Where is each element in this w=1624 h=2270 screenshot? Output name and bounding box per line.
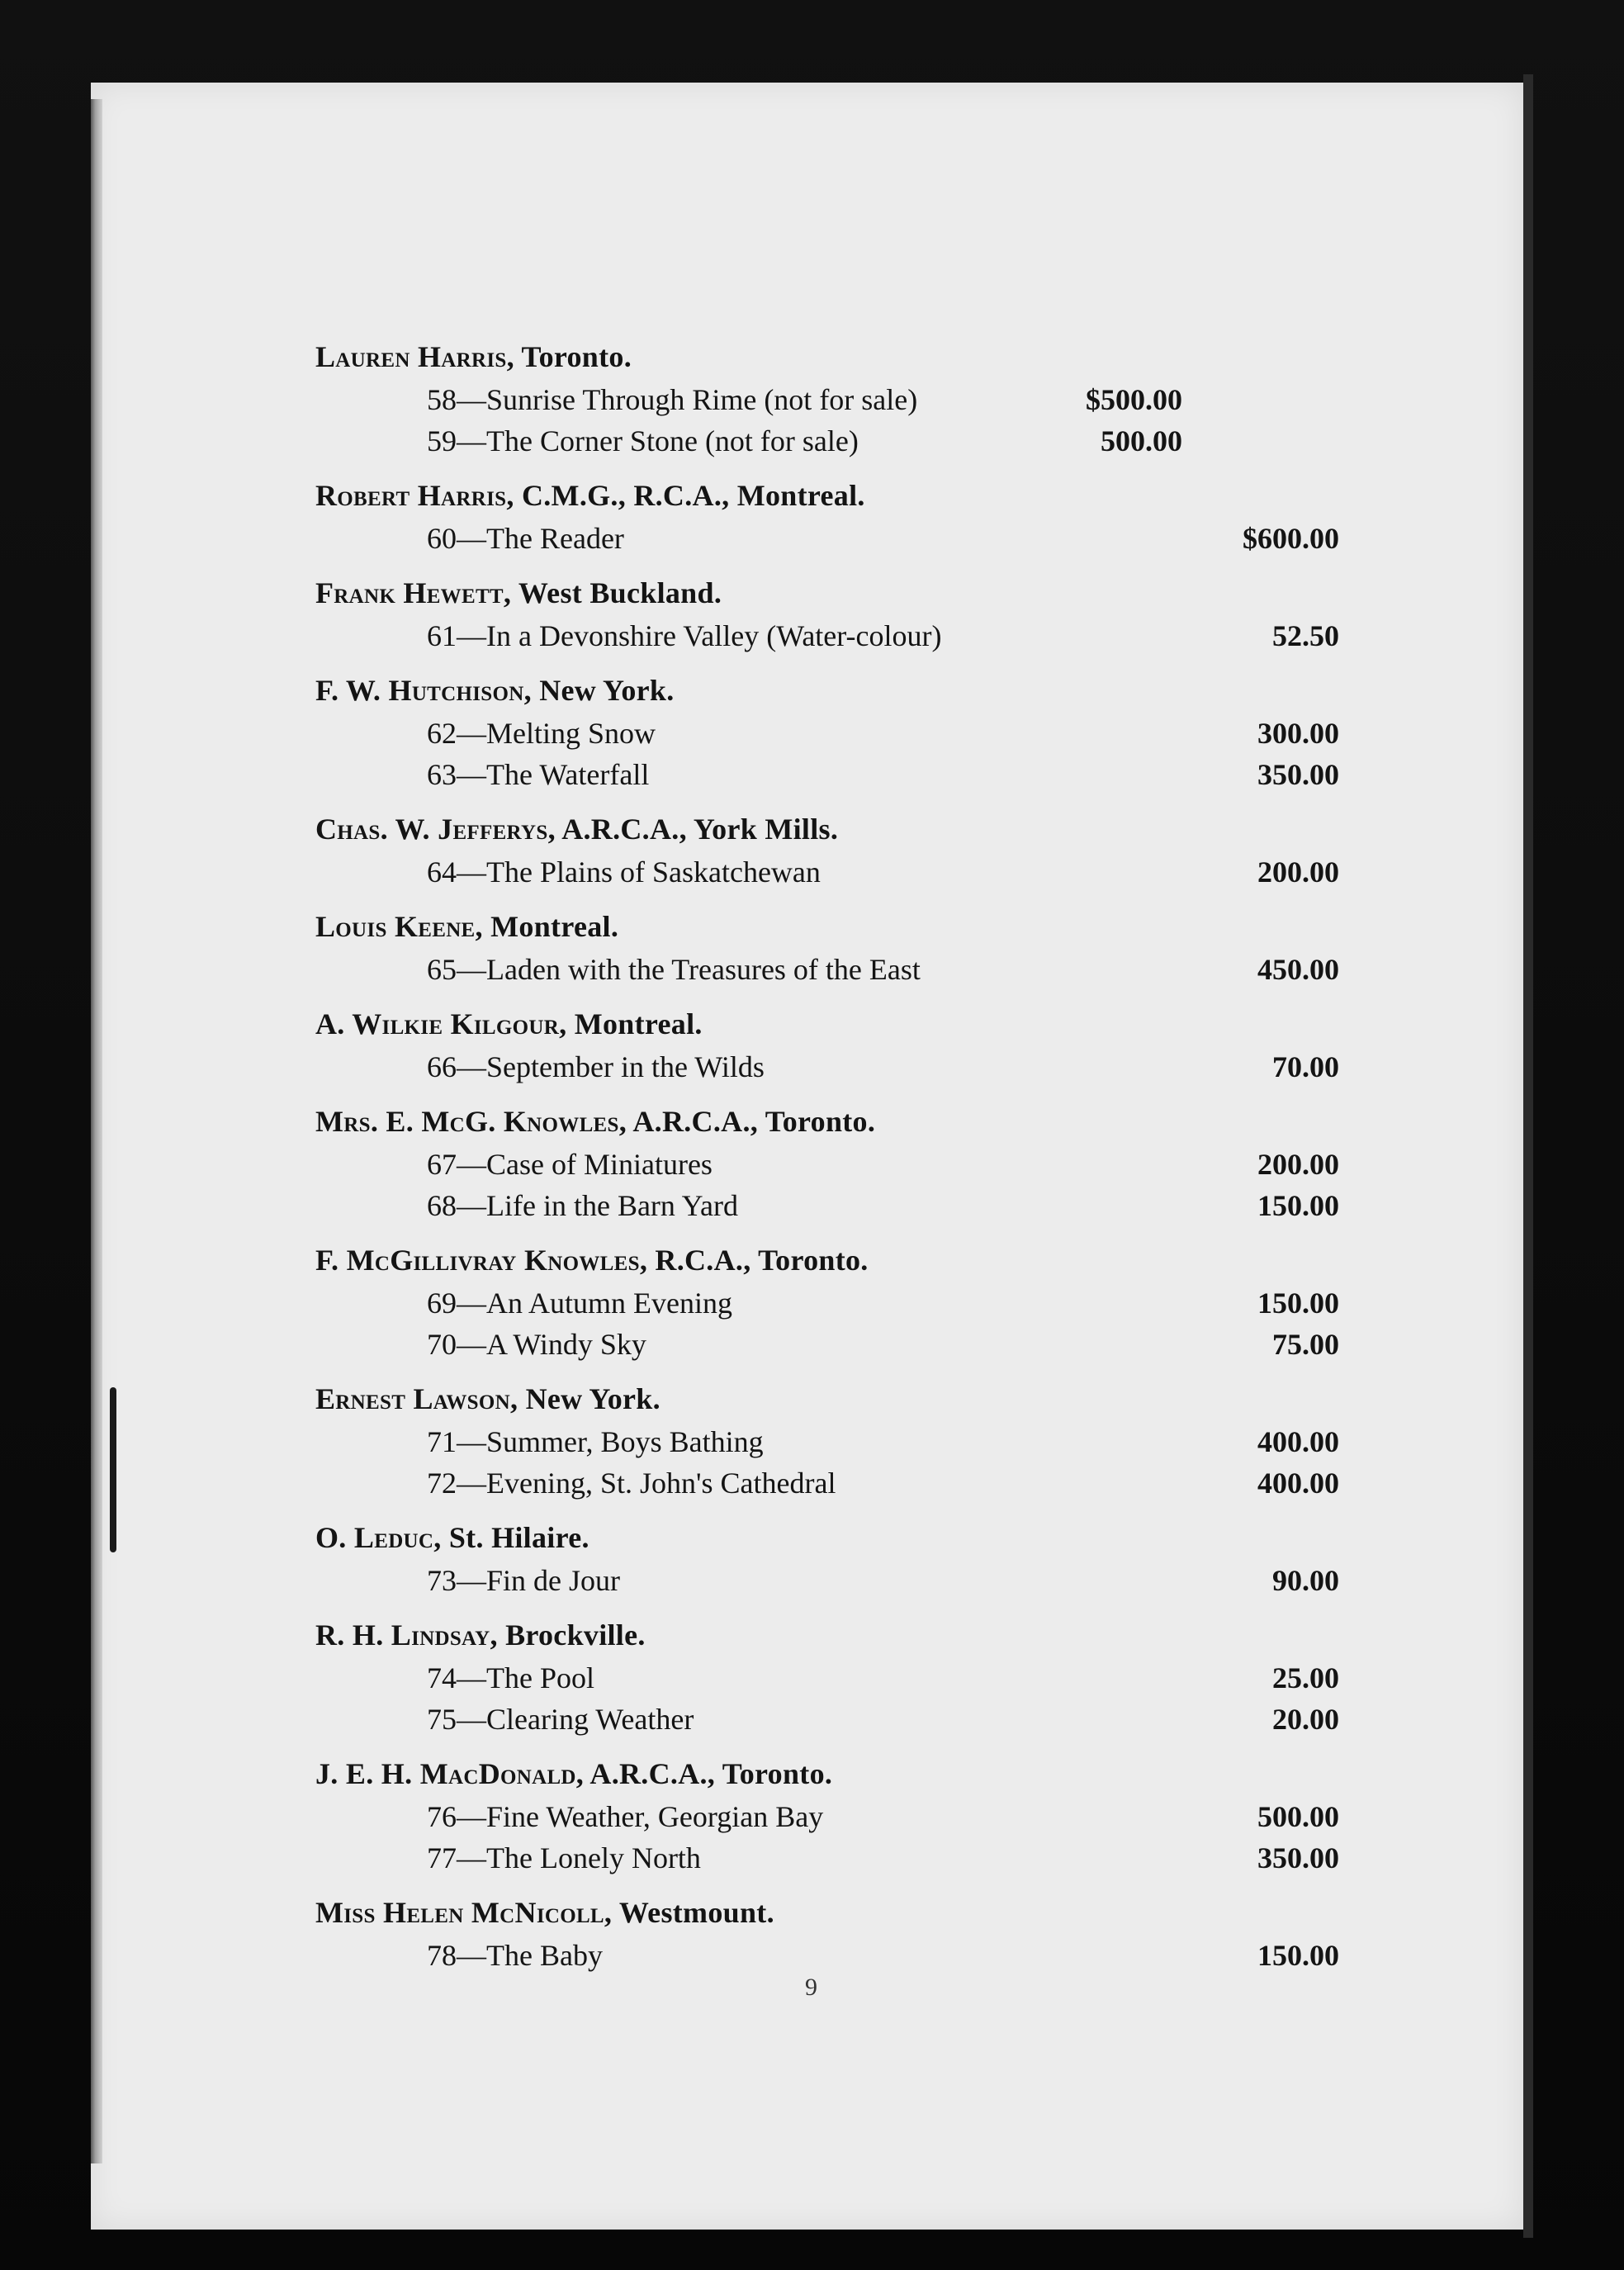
artist-name: Ernest Lawson [315, 1382, 510, 1415]
artist-name: Miss Helen McNicoll [315, 1896, 604, 1929]
artwork-title: 59—The Corner Stone (not for sale) [427, 424, 859, 457]
artist-location: , C.M.G., R.C.A., Montreal. [506, 479, 865, 512]
artist-heading [315, 904, 1339, 949]
artist-block [315, 473, 1339, 559]
artist-heading [315, 334, 1339, 379]
artist-name: J. E. H. MacDonald [315, 1757, 576, 1790]
page-number: 9 [805, 1974, 817, 2001]
artist-heading [315, 1238, 1339, 1282]
artwork-title: 76—Fine Weather, Georgian Bay [427, 1800, 824, 1833]
artwork-entry [315, 851, 1339, 893]
artwork-price: 500.00 [1257, 1800, 1339, 1833]
binding-spine [91, 99, 102, 2163]
artwork-title: 67—Case of Miniatures [427, 1148, 713, 1181]
artist-block [315, 904, 1339, 990]
page-edge [1523, 74, 1533, 2238]
artist-block [315, 807, 1339, 893]
artwork-entry [315, 615, 1339, 656]
artwork-price: 350.00 [1257, 1841, 1339, 1874]
artwork-title: 71—Summer, Boys Bathing [427, 1425, 764, 1458]
artist-block [315, 1751, 1339, 1879]
artwork-title: 64—The Plains of Saskatchewan [427, 855, 821, 889]
artist-heading [315, 571, 1339, 615]
artist-heading [315, 1515, 1339, 1560]
artist-block [315, 1515, 1339, 1601]
artist-location: , West Buckland. [503, 576, 722, 609]
artist-location: , Montreal. [559, 1007, 703, 1040]
artwork-title: 77—The Lonely North [427, 1841, 701, 1874]
artist-block [315, 1377, 1339, 1504]
artwork-price: 350.00 [1257, 758, 1339, 791]
artwork-price: 450.00 [1257, 953, 1339, 986]
artwork-title: 68—Life in the Barn Yard [427, 1189, 738, 1222]
artist-block [315, 1613, 1339, 1740]
artist-heading [315, 1751, 1339, 1796]
artist-heading [315, 807, 1339, 851]
artist-location: , A.R.C.A., York Mills. [547, 813, 839, 846]
artwork-entry [315, 1837, 1339, 1879]
artwork-price: 400.00 [1257, 1467, 1339, 1500]
artist-block [315, 1890, 1339, 1976]
artwork-price: 150.00 [1257, 1939, 1339, 1972]
artist-block [315, 1002, 1339, 1088]
artwork-price: 52.50 [1272, 619, 1339, 652]
artwork-catalog-list [315, 334, 1339, 1988]
artwork-entry [315, 1421, 1339, 1462]
artist-name: R. H. Lindsay [315, 1618, 490, 1652]
artist-location: , St. Hilaire. [433, 1521, 589, 1554]
artwork-title: 70—A Windy Sky [427, 1328, 646, 1361]
artist-name: A. Wilkie Kilgour [315, 1007, 560, 1040]
artwork-entry [315, 518, 1339, 559]
artwork-price: 200.00 [1257, 855, 1339, 889]
artist-name: F. W. Hutchison [315, 674, 524, 707]
binding-clip [110, 1387, 116, 1552]
artist-heading [315, 1890, 1339, 1935]
artwork-title: 69—An Autumn Evening [427, 1287, 732, 1320]
artist-location: , A.R.C.A., Toronto. [618, 1105, 876, 1138]
artwork-price: 70.00 [1272, 1050, 1339, 1083]
artwork-entry [315, 420, 1339, 462]
artist-location: , Westmount. [604, 1896, 774, 1929]
artwork-title: 61—In a Devonshire Valley (Water-colour) [427, 619, 942, 652]
artist-heading [315, 1099, 1339, 1144]
artwork-entry [315, 1699, 1339, 1740]
artwork-price: $600.00 [1243, 522, 1339, 555]
artist-name: O. Leduc [315, 1521, 434, 1554]
artwork-entry [315, 1046, 1339, 1088]
artwork-entry [315, 1657, 1339, 1699]
artwork-price: 20.00 [1272, 1703, 1339, 1736]
artwork-price: 90.00 [1272, 1564, 1339, 1597]
artist-block [315, 1099, 1339, 1226]
artwork-price: 300.00 [1257, 717, 1339, 750]
artwork-entry [315, 1144, 1339, 1185]
artist-name: Lauren Harris [315, 340, 507, 373]
artist-name: Robert Harris [315, 479, 507, 512]
artwork-price: 25.00 [1272, 1661, 1339, 1694]
artist-heading [315, 668, 1339, 713]
artwork-title: 66—September in the Wilds [427, 1050, 765, 1083]
artist-location: , A.R.C.A., Toronto. [575, 1757, 833, 1790]
artwork-price: 500.00 [1101, 424, 1182, 457]
artist-heading [315, 1377, 1339, 1421]
artwork-entry [315, 1796, 1339, 1837]
artwork-entry [315, 949, 1339, 990]
artwork-price: 75.00 [1272, 1328, 1339, 1361]
artwork-title: 60—The Reader [427, 522, 624, 555]
artwork-price: $500.00 [1086, 383, 1182, 416]
artist-name: F. McGillivray Knowles [315, 1244, 640, 1277]
artist-location: , New York. [509, 1382, 660, 1415]
artist-location: , New York. [523, 674, 675, 707]
artist-name: Frank Hewett [315, 576, 504, 609]
artwork-title: 74—The Pool [427, 1661, 594, 1694]
artist-location: , R.C.A., Toronto. [639, 1244, 869, 1277]
artwork-title: 78—The Baby [427, 1939, 603, 1972]
artwork-title: 65—Laden with the Treasures of the East [427, 953, 921, 986]
artist-heading [315, 1613, 1339, 1657]
artist-location: , Brockville. [490, 1618, 646, 1652]
artist-name: Chas. W. Jefferys [315, 813, 548, 846]
artist-name: Louis Keene [315, 910, 476, 943]
artist-location: , Toronto. [506, 340, 632, 373]
artwork-entry [315, 1560, 1339, 1601]
artwork-price: 200.00 [1257, 1148, 1339, 1181]
artwork-title: 58—Sunrise Through Rime (not for sale) [427, 383, 918, 416]
artwork-entry [315, 1185, 1339, 1226]
artist-name: Mrs. E. McG. Knowles [315, 1105, 619, 1138]
artwork-entry [315, 1935, 1339, 1976]
artwork-price: 150.00 [1257, 1287, 1339, 1320]
artist-block [315, 1238, 1339, 1365]
artist-block [315, 571, 1339, 656]
artwork-entry [315, 1462, 1339, 1504]
artist-location: , Montreal. [475, 910, 619, 943]
artwork-title: 63—The Waterfall [427, 758, 650, 791]
artwork-entry [315, 1282, 1339, 1324]
artwork-entry [315, 379, 1339, 420]
artwork-title: 62—Melting Snow [427, 717, 656, 750]
artist-heading [315, 1002, 1339, 1046]
artist-block [315, 668, 1339, 795]
artwork-title: 73—Fin de Jour [427, 1564, 620, 1597]
artwork-title: 72—Evening, St. John's Cathedral [427, 1467, 836, 1500]
artist-heading [315, 473, 1339, 518]
artwork-price: 150.00 [1257, 1189, 1339, 1222]
artwork-title: 75—Clearing Weather [427, 1703, 694, 1736]
artwork-entry [315, 713, 1339, 754]
artwork-entry [315, 754, 1339, 795]
artwork-entry [315, 1324, 1339, 1365]
artwork-price: 400.00 [1257, 1425, 1339, 1458]
artist-block [315, 334, 1339, 462]
